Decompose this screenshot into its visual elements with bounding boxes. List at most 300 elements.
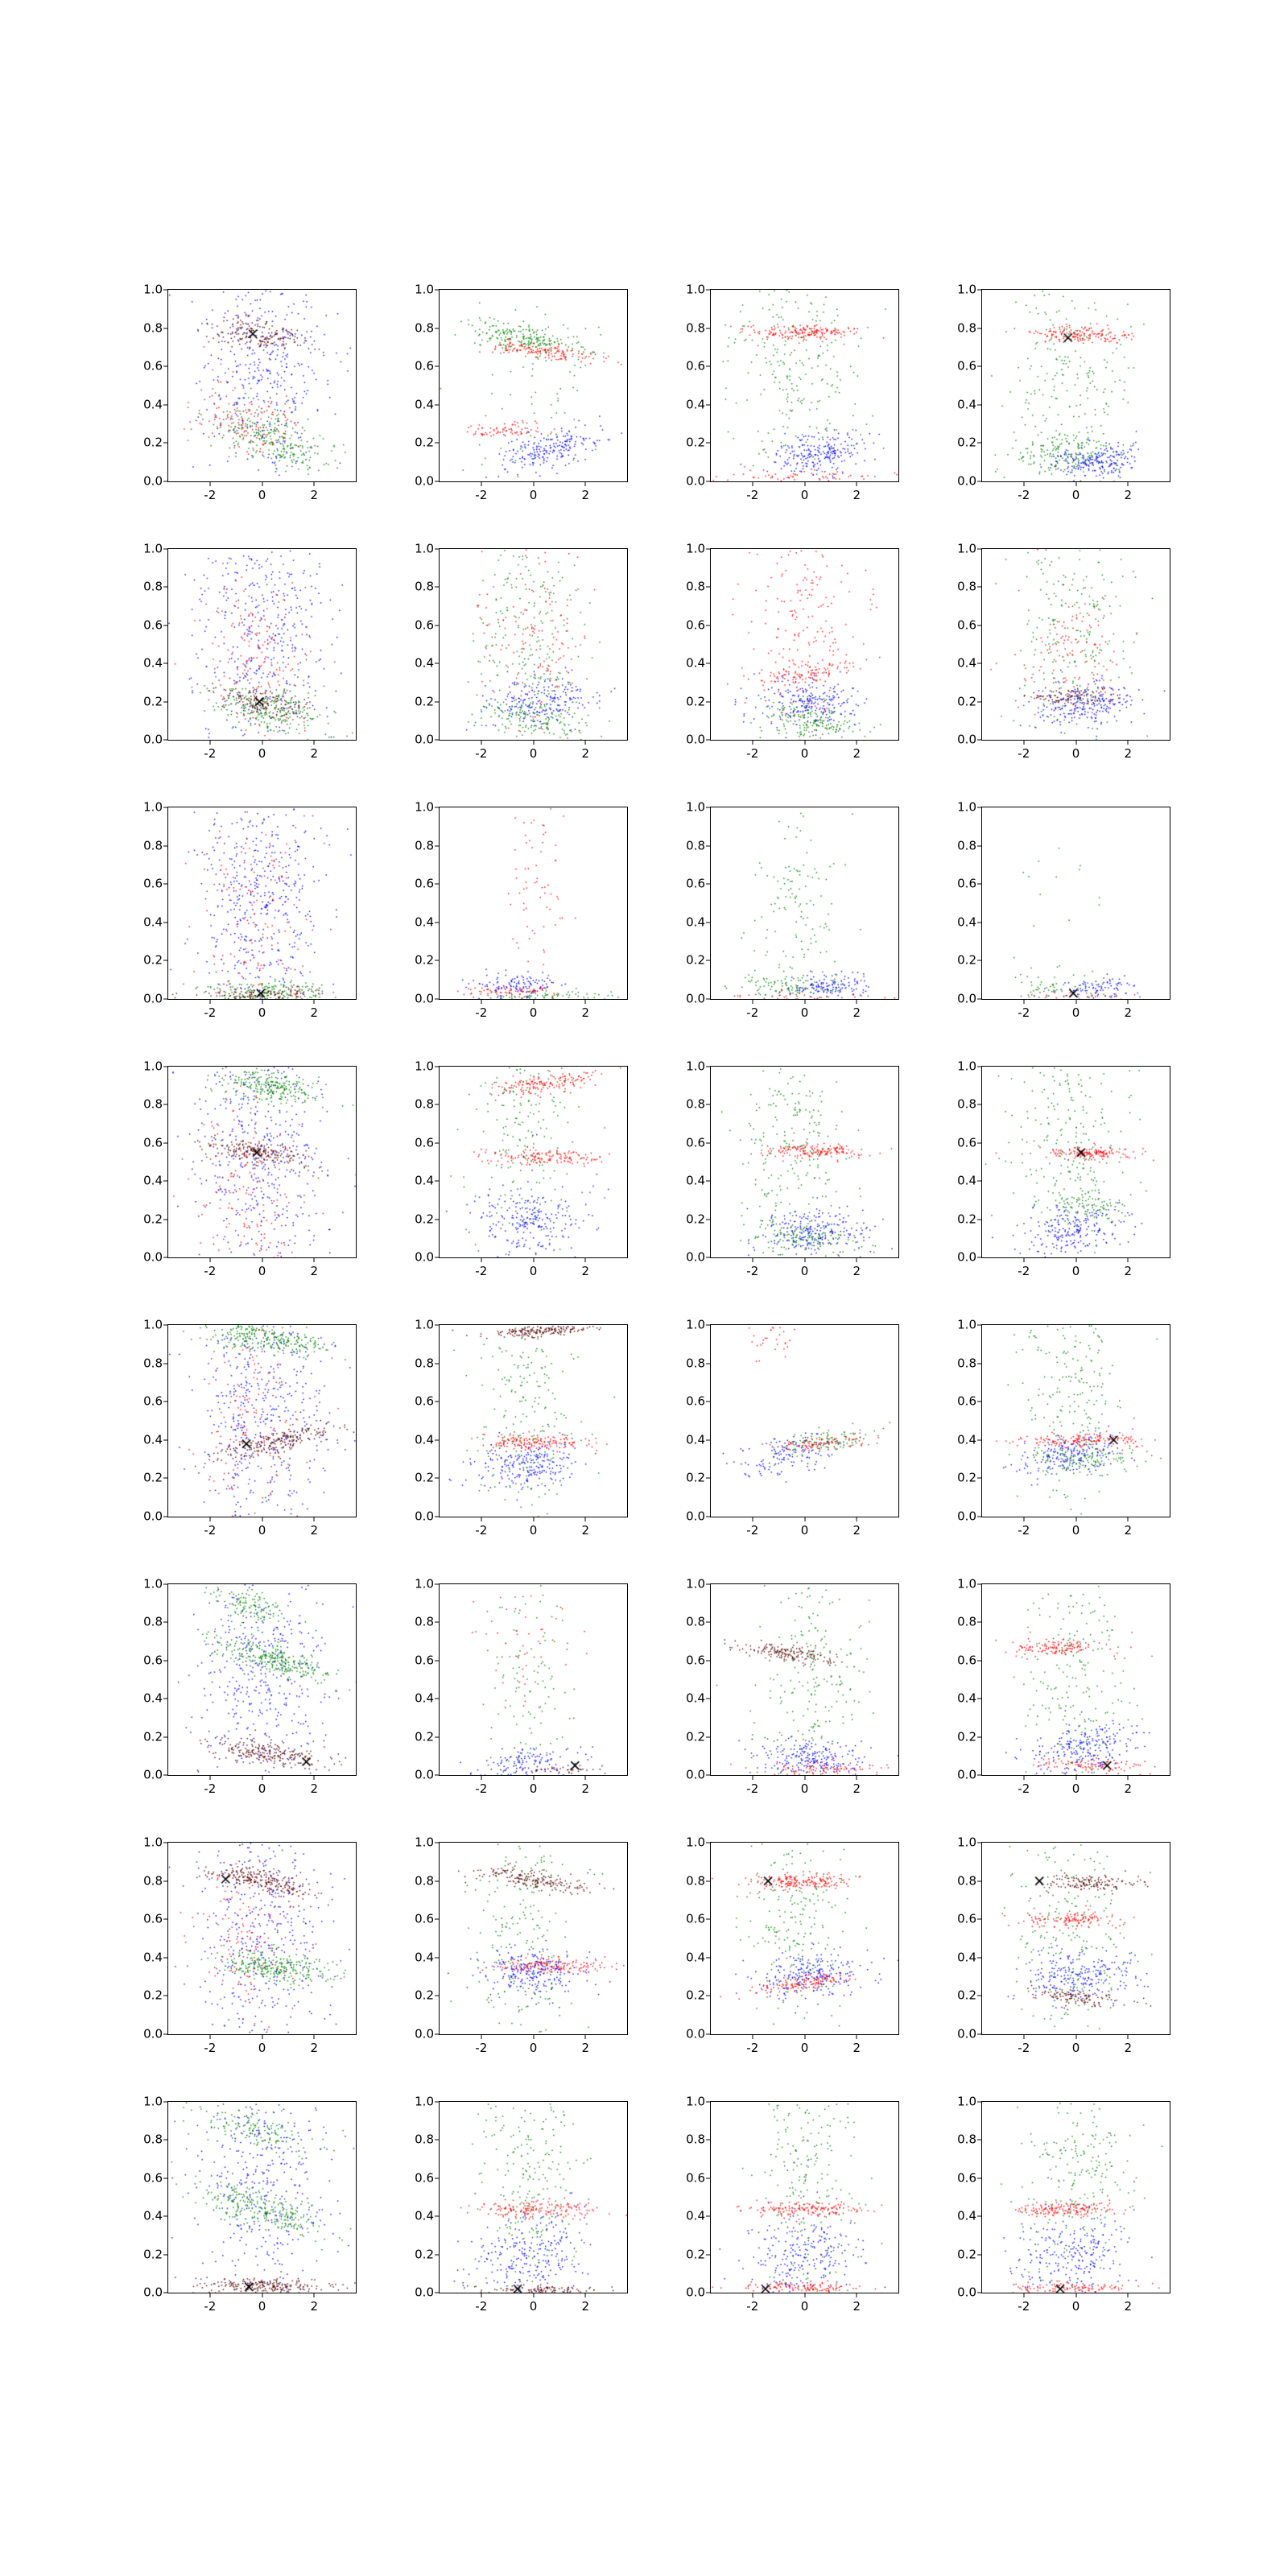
y-tick-label: 0.2 — [686, 1729, 705, 1744]
y-tick-label: 0.6 — [686, 1393, 705, 1409]
x-tick-mark — [533, 1257, 534, 1262]
panel-r2c2 — [663, 799, 904, 1037]
x-tick-label: 0 — [800, 1005, 809, 1020]
y-tick-label: 0.2 — [143, 694, 163, 708]
y-tick-mark — [163, 1219, 168, 1220]
x-tick-label: 0 — [529, 1522, 538, 1538]
x-tick-mark — [1128, 481, 1129, 486]
panel-r1c1 — [392, 541, 633, 778]
panel-r2c1-points — [440, 807, 627, 999]
panel-r0c2-axes — [686, 282, 899, 502]
x-tick-label: -2 — [746, 1781, 759, 1796]
y-tick-label: 0.2 — [415, 1212, 434, 1226]
y-tick-label: 0.0 — [957, 991, 976, 1005]
y-tick-label: 0.6 — [415, 876, 434, 891]
x-tick-label: -2 — [746, 1264, 759, 1278]
y-tick-label: 0.4 — [143, 1690, 163, 1706]
y-tick-label: 0.0 — [415, 1249, 434, 1265]
x-tick-mark — [585, 481, 586, 486]
y-tick-label: 1.0 — [957, 1059, 976, 1073]
x-tick-label: -2 — [204, 1005, 217, 1020]
y-tick-mark — [163, 922, 168, 923]
y-tick-mark — [163, 2033, 168, 2034]
y-tick-mark — [435, 1919, 440, 1920]
y-tick-label: 0.8 — [143, 320, 163, 335]
x-tick-label: 0 — [800, 1781, 809, 1796]
panel-r0c0-axes — [143, 282, 357, 502]
panel-r3c2-axes — [686, 1059, 899, 1278]
x-tick-label: 0 — [258, 2299, 266, 2314]
y-tick-label: 0.0 — [686, 732, 705, 747]
y-tick-mark — [977, 1363, 982, 1364]
y-tick-label: 0.6 — [143, 876, 163, 891]
x-tick-mark — [1128, 1257, 1129, 1262]
y-tick-mark — [706, 922, 711, 923]
y-tick-mark — [706, 998, 711, 999]
y-tick-mark — [163, 548, 168, 549]
y-tick-label: 1.0 — [415, 282, 434, 297]
y-tick-label: 0.0 — [415, 473, 434, 488]
x-tick-label: 2 — [310, 2299, 318, 2314]
panel-r0c2-points — [711, 290, 898, 481]
y-tick-label: 0.6 — [957, 1393, 976, 1409]
x-tick-label: 2 — [581, 487, 589, 502]
y-tick-mark — [706, 1478, 711, 1479]
x-tick-label: 0 — [800, 2040, 809, 2055]
y-tick-mark — [977, 587, 982, 588]
panel-r7c0-points — [168, 2102, 356, 2293]
y-tick-label: 0.2 — [686, 952, 705, 968]
panel-r4c0-points — [168, 1325, 356, 1517]
x-tick-label: -2 — [204, 1264, 217, 1278]
y-tick-mark — [435, 740, 440, 741]
y-tick-mark — [163, 443, 168, 444]
x-tick-label: 0 — [1071, 2299, 1080, 2314]
y-tick-label: 1.0 — [957, 799, 976, 815]
x-tick-label: 0 — [1071, 2040, 1080, 2055]
x-tick-mark — [1023, 481, 1024, 486]
y-tick-label: 1.0 — [143, 799, 163, 815]
x-tick-mark — [1023, 1517, 1024, 1521]
panel-r5c0-axes — [143, 1576, 357, 1796]
y-tick-mark — [163, 1957, 168, 1958]
x-tick-label: 2 — [581, 1781, 589, 1796]
y-tick-mark — [163, 663, 168, 664]
x-tick-label: 2 — [852, 2299, 861, 2314]
y-tick-label: 0.4 — [415, 1432, 434, 1447]
y-tick-label: 0.6 — [415, 358, 434, 374]
y-tick-mark — [435, 1439, 440, 1440]
y-tick-label: 1.0 — [143, 541, 163, 555]
panel-r6c0-points — [168, 1843, 356, 2034]
panel-r7c1-points — [440, 2102, 627, 2293]
panel-r6c3 — [935, 1835, 1175, 2072]
panel-r7c3-points — [982, 2102, 1170, 2293]
x-tick-mark — [585, 2034, 586, 2039]
y-tick-label: 1.0 — [686, 2094, 705, 2108]
x-tick-mark — [1075, 2293, 1076, 2297]
x-tick-mark — [1023, 2034, 1024, 2039]
y-tick-label: 0.0 — [415, 2026, 434, 2041]
x-tick-mark — [585, 2293, 586, 2297]
panel-r2c3-axes — [957, 799, 1170, 1020]
x-tick-label: -2 — [204, 2299, 217, 2314]
y-tick-mark — [163, 701, 168, 702]
x-tick-label: -2 — [475, 1781, 488, 1796]
x-tick-mark — [314, 2293, 315, 2297]
x-tick-label: 2 — [1124, 2040, 1132, 2055]
panel-r7c2 — [663, 2094, 904, 2331]
y-tick-label: 0.8 — [143, 1096, 163, 1112]
x-tick-mark — [209, 999, 210, 1004]
panel-r1c0-axes — [143, 541, 357, 761]
panel-r7c3-axes — [957, 2094, 1170, 2314]
y-tick-mark — [163, 1142, 168, 1143]
x-tick-label: -2 — [475, 746, 488, 761]
y-tick-label: 0.6 — [957, 1135, 976, 1150]
x-tick-label: 2 — [581, 1005, 589, 1020]
y-tick-label: 0.4 — [686, 1432, 705, 1447]
y-tick-mark — [977, 1325, 982, 1326]
y-tick-label: 0.6 — [415, 1135, 434, 1150]
y-tick-label: 0.6 — [686, 1911, 705, 1926]
y-tick-label: 0.4 — [143, 655, 163, 671]
y-tick-label: 0.4 — [143, 914, 163, 929]
panel-r1c3-axes — [957, 541, 1170, 761]
y-tick-label: 0.8 — [143, 1614, 163, 1629]
y-tick-label: 0.8 — [957, 1096, 976, 1112]
y-tick-mark — [435, 960, 440, 961]
y-tick-label: 0.0 — [957, 2285, 976, 2300]
y-tick-mark — [163, 807, 168, 808]
y-tick-mark — [977, 1516, 982, 1517]
panel-r5c0-points — [168, 1584, 356, 1776]
panel-r6c0-axes — [143, 1835, 357, 2055]
y-tick-label: 1.0 — [415, 799, 434, 815]
x-tick-label: 2 — [1124, 2299, 1132, 2314]
panel-r4c3-points — [982, 1325, 1170, 1517]
y-tick-label: 0.4 — [957, 397, 976, 411]
panel-r4c3 — [935, 1317, 1175, 1554]
panel-r0c1-axes — [415, 282, 628, 502]
x-tick-label: 2 — [1124, 746, 1132, 761]
x-tick-label: 2 — [852, 2040, 861, 2055]
x-tick-label: 2 — [852, 746, 861, 761]
y-tick-label: 1.0 — [686, 1317, 705, 1332]
x-tick-label: -2 — [746, 487, 759, 502]
y-tick-label: 0.0 — [957, 473, 976, 488]
x-tick-label: -2 — [475, 1005, 488, 1020]
y-tick-mark — [706, 1516, 711, 1517]
panel-r3c2 — [663, 1059, 904, 1296]
y-tick-label: 0.0 — [957, 1767, 976, 1782]
y-tick-label: 0.0 — [686, 2026, 705, 2041]
panel-r0c1-points — [440, 290, 627, 481]
y-tick-label: 0.0 — [957, 732, 976, 747]
panel-r5c1-points — [440, 1584, 627, 1776]
y-tick-mark — [977, 1104, 982, 1105]
y-tick-mark — [706, 1439, 711, 1440]
x-tick-label: 2 — [310, 2040, 318, 2055]
panel-r6c2-points — [711, 1843, 898, 2034]
y-tick-label: 0.2 — [415, 1988, 434, 2003]
y-tick-mark — [977, 1736, 982, 1737]
x-tick-label: 0 — [800, 2299, 809, 2314]
y-tick-label: 0.2 — [415, 1470, 434, 1485]
y-tick-label: 0.2 — [143, 1988, 163, 2003]
y-tick-label: 0.2 — [957, 435, 976, 450]
y-tick-label: 0.4 — [415, 397, 434, 411]
y-tick-mark — [706, 740, 711, 741]
x-tick-mark — [752, 1257, 753, 1262]
panel-r5c2 — [663, 1576, 904, 1814]
y-tick-label: 1.0 — [415, 1835, 434, 1850]
x-tick-mark — [314, 2034, 315, 2039]
panel-r7c0-axes — [143, 2094, 357, 2314]
y-tick-label: 0.2 — [415, 952, 434, 968]
panel-r5c3 — [935, 1576, 1175, 1814]
y-tick-label: 0.8 — [686, 2132, 705, 2147]
y-tick-label: 0.4 — [957, 2208, 976, 2223]
panel-r1c2 — [663, 541, 904, 778]
y-tick-mark — [977, 404, 982, 405]
x-tick-mark — [752, 740, 753, 745]
x-tick-label: 2 — [581, 2040, 589, 2055]
y-tick-label: 0.2 — [957, 952, 976, 968]
y-tick-label: 1.0 — [143, 282, 163, 297]
y-tick-mark — [706, 1880, 711, 1881]
x-tick-mark — [314, 1517, 315, 1521]
y-tick-mark — [706, 1919, 711, 1920]
y-tick-mark — [706, 366, 711, 367]
y-tick-label: 1.0 — [415, 541, 434, 555]
y-tick-mark — [435, 998, 440, 999]
x-tick-mark — [804, 2293, 805, 2297]
y-tick-label: 0.0 — [415, 991, 434, 1005]
y-tick-mark — [435, 443, 440, 444]
y-tick-mark — [977, 884, 982, 885]
x-tick-label: 0 — [258, 487, 266, 502]
x-tick-label: 2 — [1124, 1005, 1132, 1020]
x-tick-label: 0 — [529, 746, 538, 761]
y-tick-label: 0.6 — [686, 876, 705, 891]
panel-r3c1-axes — [415, 1059, 628, 1278]
panel-r4c1-points — [440, 1325, 627, 1517]
y-tick-label: 0.4 — [686, 1690, 705, 1706]
y-tick-mark — [706, 1957, 711, 1958]
y-tick-label: 1.0 — [957, 2094, 976, 2108]
panel-r5c0 — [121, 1576, 361, 1814]
x-tick-label: -2 — [746, 1005, 759, 1020]
panel-r3c1-points — [440, 1067, 627, 1258]
x-tick-mark — [1128, 2034, 1129, 2039]
y-tick-label: 0.2 — [957, 1988, 976, 2003]
panel-r2c1-axes — [415, 799, 628, 1020]
panel-r1c0-points — [168, 549, 356, 741]
panel-r6c0 — [121, 1835, 361, 2072]
y-tick-label: 1.0 — [143, 1835, 163, 1850]
y-tick-mark — [977, 960, 982, 961]
panel-r4c0 — [121, 1317, 361, 1554]
y-tick-label: 0.8 — [686, 1356, 705, 1370]
y-tick-label: 0.0 — [415, 732, 434, 747]
y-tick-label: 0.4 — [143, 1432, 163, 1447]
y-tick-label: 0.6 — [686, 1653, 705, 1667]
y-tick-label: 0.6 — [686, 1135, 705, 1150]
y-tick-mark — [435, 366, 440, 367]
x-tick-mark — [752, 1517, 753, 1521]
y-tick-mark — [163, 2254, 168, 2255]
y-tick-mark — [163, 1439, 168, 1440]
y-tick-label: 0.4 — [415, 655, 434, 671]
x-tick-label: 0 — [529, 2040, 538, 2055]
y-tick-mark — [163, 884, 168, 885]
y-tick-mark — [706, 548, 711, 549]
y-tick-label: 0.6 — [143, 1911, 163, 1926]
y-tick-mark — [435, 587, 440, 588]
y-tick-mark — [977, 1478, 982, 1479]
y-tick-label: 0.4 — [686, 397, 705, 411]
y-tick-label: 0.6 — [957, 358, 976, 374]
y-tick-mark — [706, 845, 711, 846]
y-tick-mark — [706, 1622, 711, 1623]
y-tick-mark — [435, 922, 440, 923]
y-tick-label: 0.8 — [686, 1614, 705, 1629]
x-tick-mark — [209, 1517, 210, 1521]
x-tick-label: 2 — [852, 487, 861, 502]
y-tick-label: 0.0 — [143, 1509, 163, 1523]
panel-r2c2-axes — [686, 799, 899, 1020]
y-tick-mark — [435, 2033, 440, 2034]
panel-r0c3-axes — [957, 282, 1170, 502]
x-tick-label: -2 — [204, 487, 217, 502]
y-tick-label: 0.4 — [957, 1173, 976, 1188]
y-tick-mark — [706, 1219, 711, 1220]
x-tick-mark — [314, 1775, 315, 1780]
y-tick-label: 0.0 — [957, 1509, 976, 1523]
y-tick-label: 0.4 — [957, 1690, 976, 1706]
y-tick-label: 1.0 — [143, 2094, 163, 2108]
y-tick-label: 0.0 — [143, 991, 163, 1005]
x-tick-mark — [1075, 999, 1076, 1004]
y-tick-label: 0.8 — [415, 838, 434, 852]
x-tick-mark — [1075, 1775, 1076, 1780]
panel-r7c2-points — [711, 2102, 898, 2293]
y-tick-label: 0.6 — [143, 617, 163, 632]
x-tick-mark — [533, 1517, 534, 1521]
x-tick-mark — [533, 2293, 534, 2297]
y-tick-mark — [163, 1622, 168, 1623]
y-tick-mark — [435, 1104, 440, 1105]
y-tick-mark — [163, 587, 168, 588]
y-tick-label: 0.4 — [143, 397, 163, 411]
x-tick-label: -2 — [746, 1522, 759, 1538]
y-tick-label: 0.4 — [957, 914, 976, 929]
y-tick-mark — [163, 1478, 168, 1479]
y-tick-label: 0.0 — [686, 991, 705, 1005]
x-tick-label: 2 — [310, 1005, 318, 1020]
x-tick-label: 2 — [310, 1781, 318, 1796]
y-tick-label: 0.6 — [143, 1135, 163, 1150]
y-tick-label: 0.6 — [143, 2170, 163, 2185]
y-tick-mark — [706, 2033, 711, 2034]
y-tick-mark — [163, 1104, 168, 1105]
y-tick-label: 0.4 — [686, 2208, 705, 2223]
x-tick-label: 0 — [800, 1264, 809, 1278]
x-tick-mark — [804, 740, 805, 745]
x-tick-mark — [804, 2034, 805, 2039]
x-tick-mark — [533, 481, 534, 486]
y-tick-label: 0.0 — [415, 1509, 434, 1523]
panel-r0c1 — [392, 282, 633, 519]
y-tick-label: 0.6 — [415, 1393, 434, 1409]
y-tick-mark — [706, 290, 711, 291]
y-tick-label: 0.8 — [415, 1096, 434, 1112]
y-tick-label: 1.0 — [686, 1835, 705, 1850]
x-tick-mark — [752, 999, 753, 1004]
y-tick-label: 0.8 — [686, 320, 705, 335]
x-tick-label: 0 — [258, 1781, 266, 1796]
y-tick-label: 0.8 — [415, 579, 434, 594]
x-tick-mark — [804, 1517, 805, 1521]
x-tick-mark — [209, 481, 210, 486]
x-tick-mark — [1023, 740, 1024, 745]
panel-r7c1-axes — [415, 2094, 628, 2314]
y-tick-mark — [977, 807, 982, 808]
y-tick-label: 0.8 — [143, 838, 163, 852]
y-tick-label: 0.2 — [686, 1988, 705, 2003]
y-tick-mark — [435, 404, 440, 405]
y-tick-mark — [163, 1880, 168, 1881]
y-tick-label: 0.2 — [686, 694, 705, 708]
panel-r6c1-axes — [415, 1835, 628, 2055]
y-tick-label: 0.2 — [143, 1729, 163, 1744]
panel-r1c3 — [935, 541, 1175, 778]
x-tick-label: 0 — [258, 1264, 266, 1278]
y-tick-mark — [977, 1622, 982, 1623]
y-tick-mark — [706, 2216, 711, 2217]
y-tick-label: 0.6 — [957, 2170, 976, 2185]
y-tick-mark — [977, 548, 982, 549]
y-tick-mark — [163, 998, 168, 999]
y-tick-mark — [435, 2254, 440, 2255]
panel-r5c3-points — [982, 1584, 1170, 1776]
y-tick-label: 1.0 — [686, 799, 705, 815]
x-tick-mark — [1075, 1257, 1076, 1262]
x-tick-label: 2 — [310, 1264, 318, 1278]
x-tick-mark — [752, 481, 753, 486]
x-tick-label: 2 — [852, 1522, 861, 1538]
x-tick-mark — [1023, 999, 1024, 1004]
y-tick-mark — [163, 2101, 168, 2102]
y-tick-label: 0.6 — [957, 1653, 976, 1667]
panel-r4c2-axes — [686, 1317, 899, 1538]
y-tick-mark — [706, 1775, 711, 1776]
x-tick-mark — [804, 1775, 805, 1780]
x-tick-mark — [314, 740, 315, 745]
x-tick-mark — [752, 1775, 753, 1780]
x-tick-label: 2 — [1124, 1264, 1132, 1278]
y-tick-label: 0.8 — [143, 579, 163, 594]
y-tick-label: 0.8 — [957, 1614, 976, 1629]
x-tick-mark — [533, 1775, 534, 1780]
y-tick-label: 0.0 — [143, 1767, 163, 1782]
y-tick-mark — [977, 1181, 982, 1182]
y-tick-mark — [163, 290, 168, 291]
y-tick-mark — [163, 1257, 168, 1258]
x-tick-label: -2 — [475, 1264, 488, 1278]
x-tick-label: 0 — [529, 1005, 538, 1020]
